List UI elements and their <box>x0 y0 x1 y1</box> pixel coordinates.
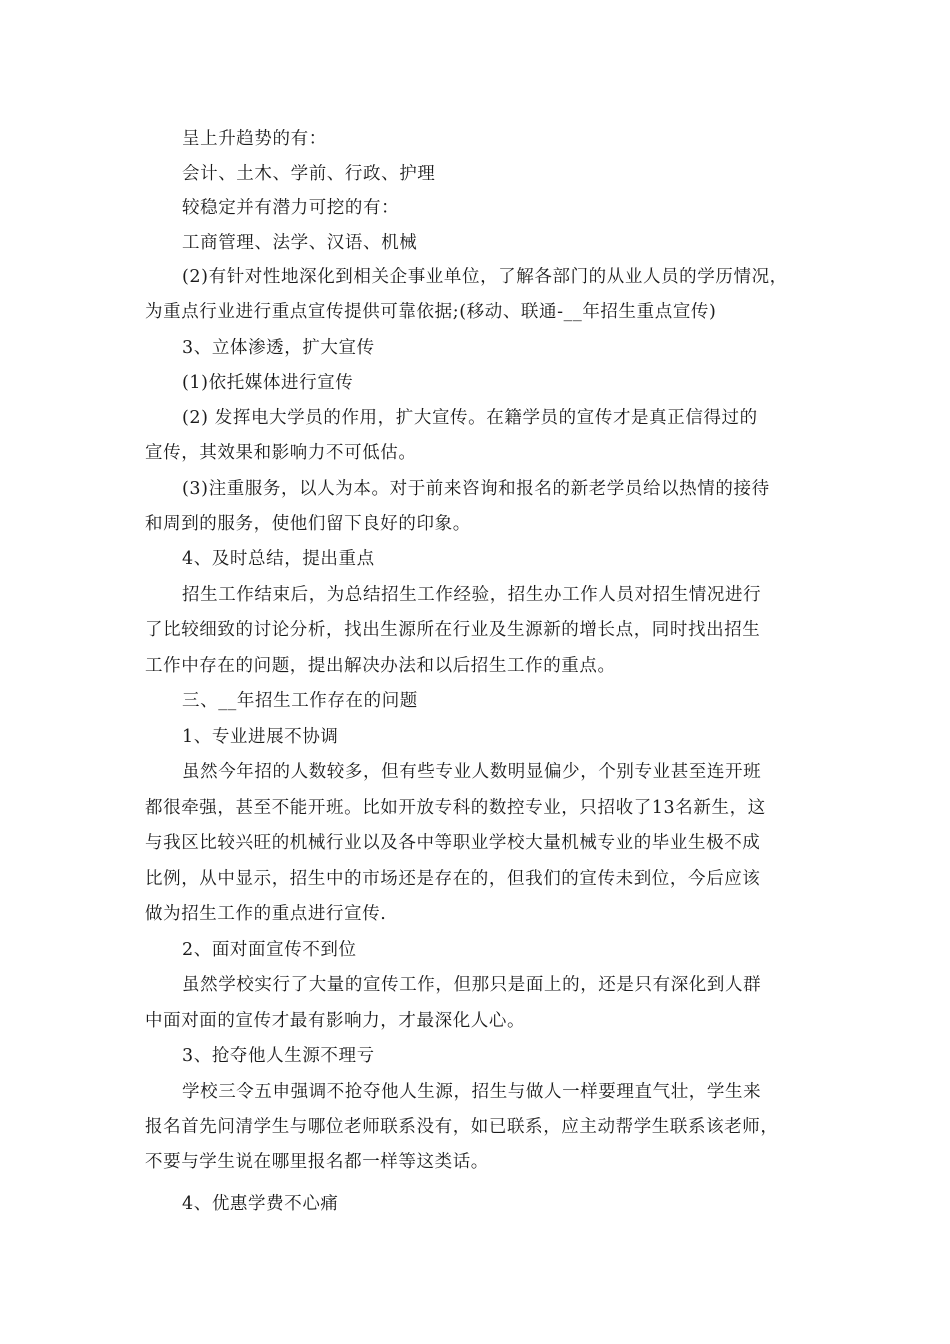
text-line: 比例，从中显示，招生中的市场还是存在的，但我们的宣传未到位，今后应该 <box>145 869 761 889</box>
text-line: (2) 发挥电大学员的作用，扩大宣传。在籍学员的宣传才是真正信得过的 <box>182 408 758 428</box>
text-line: (1)依托媒体进行宣传 <box>182 373 354 393</box>
text-line: 呈上升趋势的有： <box>182 129 327 149</box>
text-line: 中面对面的宣传才最有影响力，才最深化人心。 <box>145 1011 526 1031</box>
text-line: 报名首先问清学生与哪位老师联系没有，如已联系，应主动帮学生联系该老师， <box>145 1117 779 1137</box>
section-heading: 3、抢夺他人生源不理亏 <box>182 1046 375 1066</box>
text-line: 为重点行业进行重点宣传提供可靠依据;(移动、联通-__年招生重点宣传) <box>145 302 717 322</box>
section-heading: 2、面对面宣传不到位 <box>182 940 357 960</box>
text-line: 和周到的服务，使他们留下良好的印象。 <box>145 514 471 534</box>
text-line: 工商管理、法学、汉语、机械 <box>182 233 418 253</box>
text-line: 与我区比较兴旺的机械行业以及各中等职业学校大量机械专业的毕业生极不成 <box>145 833 761 853</box>
section-heading: 1、专业进展不协调 <box>182 727 339 747</box>
text-line: (2)有针对性地深化到相关企事业单位，了解各部门的从业人员的学历情况， <box>182 267 788 287</box>
section-heading: 3、立体渗透，扩大宣传 <box>182 338 375 358</box>
text-line: 招生工作结束后，为总结招生工作经验，招生办工作人员对招生情况进行 <box>182 585 762 605</box>
text-line: 了比较细致的讨论分析，找出生源所在行业及生源新的增长点，同时找出招生 <box>145 620 761 640</box>
text-line: 做为招生工作的重点进行宣传. <box>145 904 387 924</box>
text-line: (3)注重服务，以人为本。对于前来咨询和报名的新老学员给以热情的接待 <box>182 479 770 499</box>
text-line: 会计、土木、学前、行政、护理 <box>182 164 436 184</box>
text-line: 虽然今年招的人数较多，但有些专业人数明显偏少，个别专业甚至连开班 <box>182 762 762 782</box>
text-line: 较稳定并有潜力可挖的有： <box>182 198 400 218</box>
section-heading: 4、及时总结，提出重点 <box>182 549 375 569</box>
text-line: 不要与学生说在哪里报名都一样等这类话。 <box>145 1152 489 1172</box>
text-line: 工作中存在的问题，提出解决办法和以后招生工作的重点。 <box>145 656 616 676</box>
text-line: 宣传，其效果和影响力不可低估。 <box>145 443 417 463</box>
text-line: 学校三令五申强调不抢夺他人生源，招生与做人一样要理直气壮，学生来 <box>182 1082 762 1102</box>
section-heading: 三、__年招生工作存在的问题 <box>182 691 418 711</box>
text-line: 都很牵强，甚至不能开班。比如开放专科的数控专业，只招收了13名新生，这 <box>145 798 766 818</box>
section-heading: 4、优惠学费不心痛 <box>182 1194 339 1214</box>
text-line: 虽然学校实行了大量的宣传工作，但那只是面上的，还是只有深化到人群 <box>182 975 762 995</box>
